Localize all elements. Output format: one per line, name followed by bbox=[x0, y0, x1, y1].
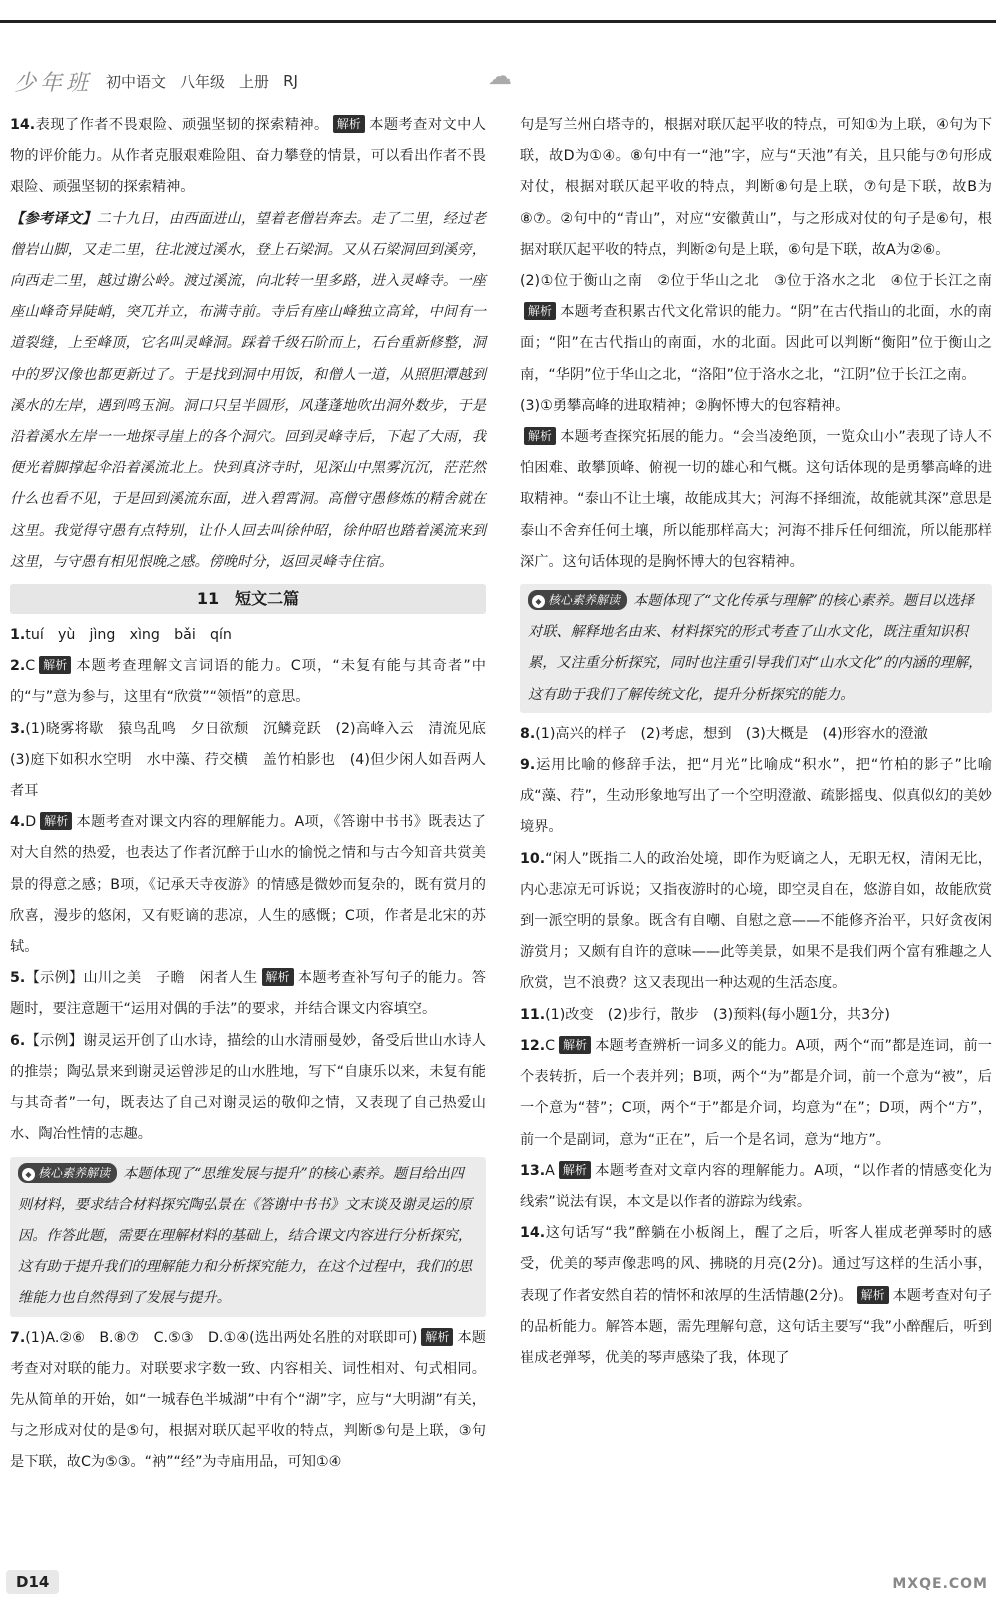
core-literacy-box: ◆ 核心素养解读 本题体现了“思维发展与提升”的核心素养。题目给出四则材料，要求结合材料探究陶弘景在《答谢中书书》文末谈及谢灵运的原因。作答此题，需要在理解材料的基础上，结合课文内容进行分析探究，这有助于提升我们的理解能力和分析探究能力，在这个过程中，我们的思维能力也自然得到了发展与提升。 bbox=[10, 1157, 486, 1317]
brand-logo: 少年班 bbox=[14, 70, 93, 96]
analysis-tag: 解析 bbox=[524, 302, 556, 320]
section-title: 11 短文二篇 bbox=[10, 584, 486, 614]
header-grade: 八年级 bbox=[180, 72, 226, 91]
core-literacy-tag: ◆ 核心素养解读 bbox=[18, 1163, 117, 1183]
core-badge-icon: ◆ bbox=[532, 595, 545, 608]
analysis-tag: 解析 bbox=[559, 1036, 591, 1054]
answer-13: 13.A 解析 本题考查对文章内容的理解能力。A项，“以作者的情感变化为线索”说法有误，本文是以作者的游踪为线索。 bbox=[520, 1162, 992, 1210]
core-literacy-box: ◆ 核心素养解读 本题体现了“文化传承与理解”的核心素养。题目以选择对联、解释地名由来、材料探究的形式考查了山水文化，既注重知识积累，又注重分析探究，同时也注重引导我们对“山水文化”的内涵的理解，这有助于我们了解传统文化，提升分析探究的能力。 bbox=[520, 584, 992, 713]
analysis-tag: 解析 bbox=[559, 1161, 591, 1179]
analysis-tag: 解析 bbox=[262, 968, 294, 986]
answer-2: 2.C 解析 本题考查理解文言词语的能力。C项，“未复有能与其奇者”中的“与”意为参与，这里有“欣赏”“领悟”的意思。 bbox=[10, 658, 486, 706]
analysis-tag: 解析 bbox=[333, 115, 365, 133]
core-badge-icon: ◆ bbox=[22, 1168, 35, 1181]
answer-5: 5.【示例】山川之美 子瞻 闲者人生 解析 本题考查补写句子的能力。答题时，要注意题干“运用对偶的手法”的要求，并结合课文内容填空。 bbox=[10, 970, 486, 1018]
analysis-tag: 解析 bbox=[39, 656, 71, 674]
analysis-tag: 解析 bbox=[524, 427, 556, 445]
core-literacy-tag: ◆ 核心素养解读 bbox=[528, 590, 627, 610]
answer-14-right: 14.这句话写“我”醉躺在小板阁上，醒了之后，听客人崔成老弹琴时的感受，优美的琴声像悲鸣的风、拂晓的月亮(2分)。通过写这样的生活小事，表现了作者安然自若的情怀和浓厚的生活情趣(2分)。 解析 本题考查对句子的品析能力。解答本题，需先理解句意，这句话主要写“我”小醉醒后，听到崔成老弹琴，优美的琴声感染了我，体现了 bbox=[520, 1225, 992, 1366]
answer-12: 12.C 解析 本题考查辨析一词多义的能力。A项，两个“而”都是连词，前一个表转折，后一个表并列；B项，两个“为”都是介词，前一个意为“被”，后一个意为“替”；C项，两个“于”都是介词，均意为“在”；D项，两个“方”，前一个是副词，意为“正在”，后一个是名词，意为“地方”。 bbox=[520, 1037, 992, 1148]
answer-7-continued: 句是写兰州白塔寺的，根据对联仄起平收的特点，可知①为上联，④句为下联，故D为①④。⑧句中有一“池”字，应与“天池”有关，且只能与⑦句形成对仗，根据对联仄起平收的特点，判断⑧句是上联，⑦句是下联，故B为⑧⑦。②句中的“青山”，对应“安徽黄山”，与之形成对仗的句子是⑥句，根据对联仄起平收的特点，判断②句是上联，⑥句是下联，故A为②⑥。 bbox=[520, 117, 992, 258]
page-header bbox=[14, 64, 524, 98]
answer-4: 4.D 解析 本题考查对课文内容的理解能力。A项，《答谢中书书》既表达了对大自然的热爱，也表达了作者沉醉于山水的愉悦之情和与古今知音共赏美景的得意之感；B项，《记承天寺夜游》的情感是微妙而复杂的，既有赏月的欣喜，漫步的悠闲，又有贬谪的悲凉，人生的感慨；C项，作者是北宋的苏轼。 bbox=[10, 814, 486, 956]
answer-7: 7.(1)A.②⑥ B.⑧⑦ C.⑤③ D.①④(选出两处名胜的对联即可) 解析 本题考查对对联的能力。对联要求字数一致、内容相关、词性相对、句式相同。先从简单的开始，如“一城春色半城湖”中有个“湖”字，应与“大明湖”有关，与之形成对仗的是⑤句，根据对联仄起平收的特点，判断⑤句是上联，③句是下联，故C为⑤③。“衲”“经”为寺庙用品，可知①④ bbox=[10, 1329, 486, 1471]
answer-3: 3.(1)晓雾将歇 猿鸟乱鸣 夕日欲颓 沉鳞竞跃 (2)高峰入云 清流见底 (3)庭下如积水空明 水中藻、荇交横 盖竹柏影也 (4)但少闲人如吾两人者耳 bbox=[10, 720, 501, 800]
answer-11: 11.(1)改变 (2)步行，散步 (3)预料(每小题1分，共3分) bbox=[520, 1006, 890, 1023]
answer-8: 8.(1)高兴的样子 (2)考虑，想到 (3)大概是 (4)形容水的澄澈 bbox=[520, 725, 928, 742]
answer-1: 1.tuí yù jìng xìng bǎi qín bbox=[10, 627, 232, 644]
top-rule bbox=[0, 20, 996, 23]
analysis-tag: 解析 bbox=[421, 1328, 453, 1346]
cloud-doodle-icon: ☁ bbox=[488, 62, 512, 90]
left-column bbox=[10, 110, 501, 1556]
answer-9: 9.运用比喻的修辞手法，把“月光”比喻成“积水”，把“竹柏的影子”比喻成“藻、荇”，生动形象地写出了一个空明澄澈、疏影摇曳、似真似幻的美妙境界。 bbox=[520, 757, 992, 836]
answer-10: 10.“闲人”既指二人的政治处境，即作为贬谪之人，无职无权，清闲无比，内心悲凉无可诉说；又指夜游时的心境，即空灵自在，悠游自如，故能欣赏到一派空明的景象。既含有自嘲、自慰之意——不能修齐治平，只好贪夜闲游赏月；又颇有自许的意味——此等美景，如果不是我们两个富有雅趣之人欣赏，岂不浪费？这又表现出一种达观的生活态度。 bbox=[520, 850, 992, 992]
analysis-tag: 解析 bbox=[40, 812, 72, 830]
header-subject: 初中语文 bbox=[106, 72, 167, 91]
reference-translation: 【参考译文】二十九日，由西面进山，望着老僧岩奔去。走了二里，经过老僧岩山脚，又走二里，往北渡过溪水，登上石梁洞。又从石梁洞回到溪旁，向西走二里，越过谢公岭。渡过溪流，向北转一里多路，进入灵峰寺。一座座山峰奇异陡峭，突兀并立，布满寺前。寺后有座山峰独立高耸，中间有一道裂缝，上至峰顶，它名叫灵峰洞。踩着千级石阶而上，石台重新修整，洞中的罗汉像也都更新过了。于是找到洞中用饭，和僧人一道，从照胆潭越到溪水的左岸，遇到鸣玉涧。洞口只呈半圆形，风蓬蓬地吹出洞外数步，于是沿着溪水左岸一一地探寻崖上的各个洞穴。回到灵峰寺后，下起了大雨，我便光着脚撑起伞沿着溪流北上。快到真济寺时，见深山中黑雾沉沉，茫茫然什么也看不见，于是回到溪流东面，进入碧霄洞。高僧守愚修炼的精舍就在这里。我觉得守愚有点特别，让仆人回去叫徐仲昭，徐仲昭也踏着溪流来到这里，与守愚有相见恨晚之感。傍晚时分，返回灵峰寺住宿。 bbox=[10, 210, 486, 570]
answer-6: 6.【示例】谢灵运开创了山水诗，描绘的山水清丽曼妙，备受后世山水诗人的推崇；陶弘景来到谢灵运曾涉足的山水胜地，写下“自康乐以来，未复有能与其奇者”一句，既表达了自己对谢灵运的敬仰之情，又表现了自己热爱山水、陶冶性情的志趣。 bbox=[10, 1032, 486, 1143]
page-number: D14 bbox=[6, 1570, 59, 1594]
answer-7-2: (2)①位于衡山之南 ②位于华山之北 ③位于洛水之北 ④位于长江之南解析 本题考查积累古代文化常识的能力。“阴”在古代指山的北面，水的南面；“阳”在古代指山的南面，水的北面。因此可以判断“衡阳”位于衡山之南，“华阴”位于华山之北，“洛阳”位于洛水之北，“江阴”位于长江之南。 bbox=[520, 273, 992, 383]
header-edition: RJ bbox=[283, 72, 298, 90]
answer-7-3-analysis: 解析 本题考查探究拓展的能力。“会当凌绝顶，一览众山小”表现了诗人不怕困难、敢攀顶峰、俯视一切的雄心和气概。这句话体现的是勇攀高峰的进取精神。“泰山不让土壤，故能成其大；河海不择细流，故能就其深”意思是泰山不舍弃任何土壤，所以能那样高大；河海不排斥任何细流，所以能那样深广。这句话体现的是胸怀博大的包容精神。 bbox=[520, 429, 992, 570]
analysis-tag: 解析 bbox=[857, 1286, 889, 1304]
answer-14: 14.表现了作者不畏艰险、顽强坚韧的探索精神。 解析 本题考查对文中人物的评价能力。从作者克服艰难险阻、奋力攀登的情景，可以看出作者不畏艰险、顽强坚韧的探索精神。 bbox=[10, 117, 486, 196]
right-column bbox=[520, 110, 992, 1556]
header-volume: 上册 bbox=[239, 72, 270, 91]
answer-7-3: (3)①勇攀高峰的进取精神；②胸怀博大的包容精神。 bbox=[520, 397, 850, 414]
watermark: MXQE.COM bbox=[892, 1576, 988, 1592]
